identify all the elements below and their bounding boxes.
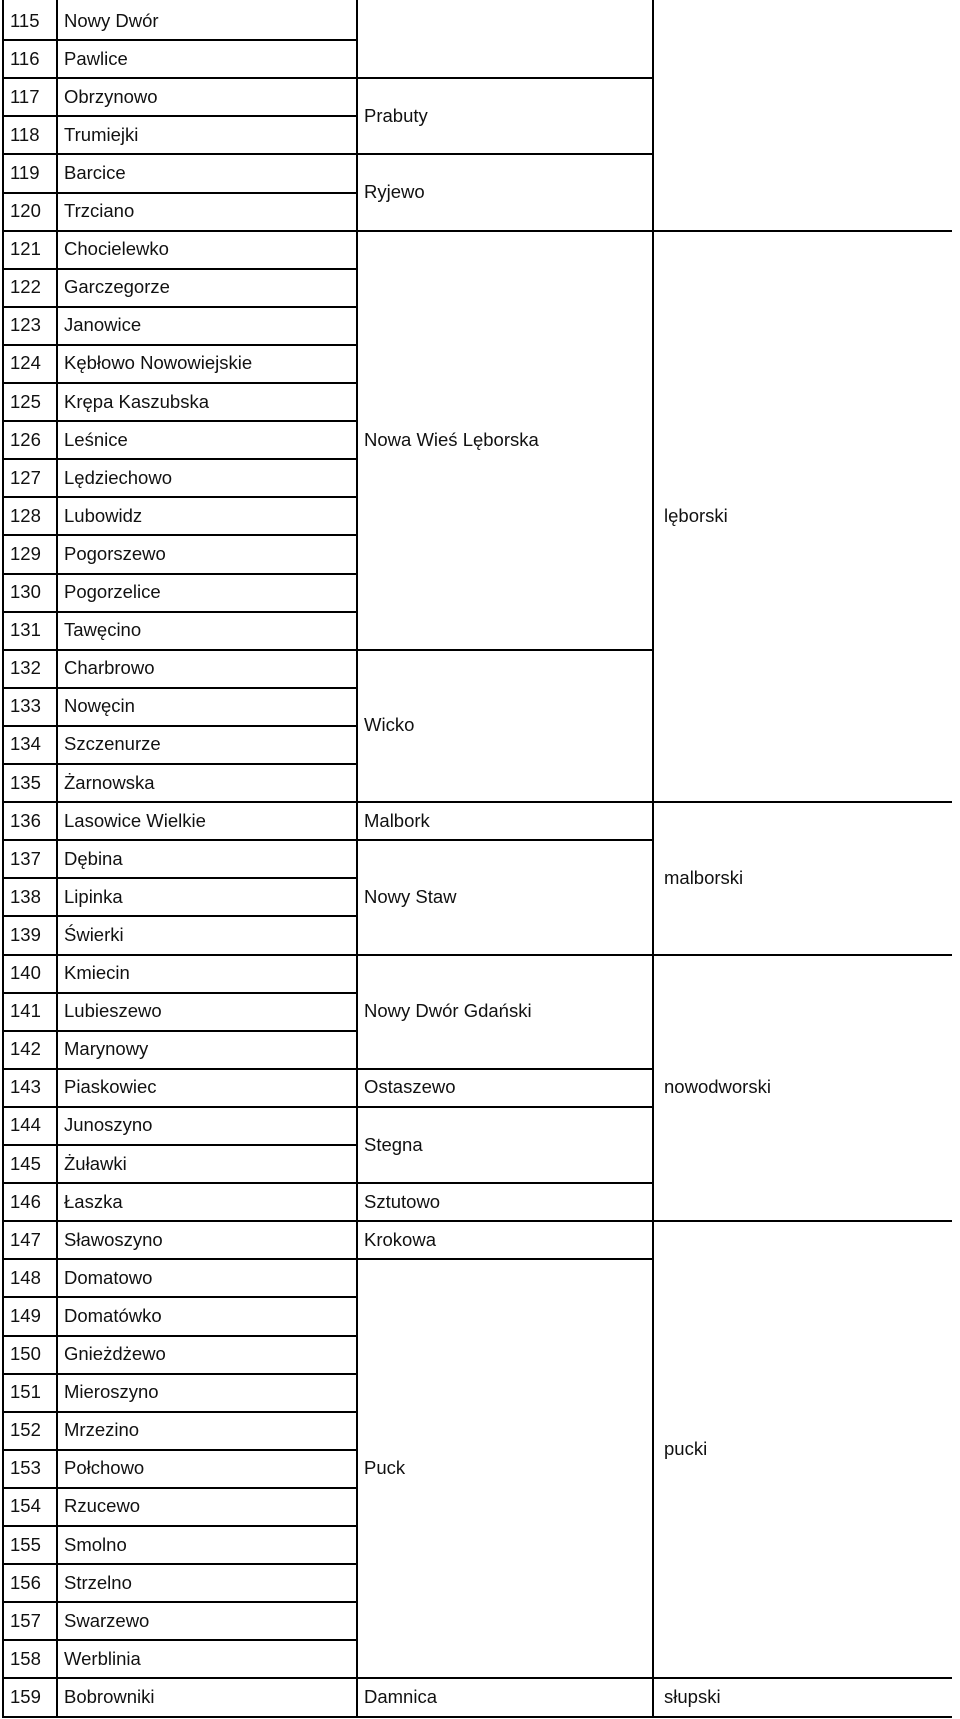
locality-name: Janowice <box>64 314 142 336</box>
gmina-rule <box>356 77 652 79</box>
row-number: 120 <box>10 200 41 222</box>
row-rule <box>2 268 356 270</box>
row-number: 155 <box>10 1533 41 1555</box>
row-rule <box>2 992 356 994</box>
row-rule <box>2 1563 356 1565</box>
locality-name: Smolno <box>64 1533 127 1555</box>
row-rule <box>2 382 356 384</box>
row-rule <box>2 1220 356 1222</box>
row-number: 117 <box>10 85 40 107</box>
row-number: 122 <box>10 276 41 298</box>
row-rule <box>2 1677 356 1679</box>
gmina-rule <box>356 1106 652 1108</box>
row-rule <box>2 1525 356 1527</box>
gmina-rule <box>356 1182 652 1184</box>
gmina-rule <box>356 1068 652 1070</box>
row-number: 127 <box>10 466 41 488</box>
powiat-name: nowodworski <box>664 1076 771 1098</box>
row-rule <box>2 1030 356 1032</box>
row-number: 125 <box>10 390 41 412</box>
column-rule <box>652 0 654 1718</box>
row-rule <box>2 1182 356 1184</box>
row-number: 150 <box>10 1343 41 1365</box>
row-number: 134 <box>10 733 41 755</box>
row-number: 141 <box>10 1000 41 1022</box>
locality-name: Barcice <box>64 161 126 183</box>
row-rule <box>2 115 356 117</box>
locality-name: Lubowidz <box>64 504 143 526</box>
locality-name: Nowy Dwór <box>64 9 159 31</box>
row-rule <box>2 611 356 613</box>
row-rule <box>2 1639 356 1641</box>
gmina-rule <box>356 1677 652 1679</box>
locality-name: Kmiecin <box>64 962 130 984</box>
row-rule <box>2 1296 356 1298</box>
row-rule <box>2 344 356 346</box>
locality-name: Charbrowo <box>64 657 155 679</box>
locality-name: Szczenurze <box>64 733 161 755</box>
gmina-rule <box>356 1220 652 1222</box>
gmina-name: Malbork <box>364 809 430 831</box>
locality-name: Żarnowska <box>64 771 155 793</box>
row-number: 116 <box>10 47 40 69</box>
powiat-rule <box>652 954 952 956</box>
gmina-rule <box>356 1716 652 1718</box>
locality-name: Lędziechowo <box>64 466 172 488</box>
row-rule <box>2 1411 356 1413</box>
row-rule <box>2 77 356 79</box>
row-number: 119 <box>10 161 40 183</box>
row-rule <box>2 458 356 460</box>
gmina-name: Krokowa <box>364 1228 436 1250</box>
gmina-name: Wicko <box>364 714 415 736</box>
locality-name: Piaskowiec <box>64 1076 157 1098</box>
row-rule <box>2 573 356 575</box>
powiat-name: lęborski <box>664 504 728 526</box>
locality-name: Dębina <box>64 847 123 869</box>
row-number: 133 <box>10 695 41 717</box>
locality-name: Marynowy <box>64 1038 149 1060</box>
gmina-rule <box>356 954 652 956</box>
row-rule <box>2 687 356 689</box>
row-number: 135 <box>10 771 41 793</box>
gmina-name: Ostaszewo <box>364 1076 456 1098</box>
row-rule <box>2 1335 356 1337</box>
row-number: 147 <box>10 1228 41 1250</box>
gmina-name: Stegna <box>364 1133 423 1155</box>
row-rule <box>2 306 356 308</box>
locality-name: Mrzezino <box>64 1419 140 1441</box>
row-rule <box>2 763 356 765</box>
row-rule <box>2 39 356 41</box>
row-number: 152 <box>10 1419 41 1441</box>
row-number: 121 <box>10 238 41 260</box>
powiat-rule <box>652 1677 952 1679</box>
locality-name: Pawlice <box>64 47 128 69</box>
powiat-name: malborski <box>664 866 744 888</box>
row-number: 148 <box>10 1266 41 1288</box>
row-rule <box>2 1068 356 1070</box>
locality-name: Domatówko <box>64 1304 162 1326</box>
gmina-name: Nowy Staw <box>364 885 457 907</box>
row-number: 144 <box>10 1114 41 1136</box>
row-number: 139 <box>10 923 41 945</box>
row-number: 146 <box>10 1190 41 1212</box>
locality-name: Tawęcino <box>64 619 142 641</box>
powiat-name: słupski <box>664 1685 721 1707</box>
row-number: 136 <box>10 809 41 831</box>
row-number: 157 <box>10 1609 41 1631</box>
row-rule <box>2 1601 356 1603</box>
gmina-rule <box>356 801 652 803</box>
row-number: 156 <box>10 1571 41 1593</box>
powiat-rule <box>652 801 952 803</box>
row-number: 143 <box>10 1076 41 1098</box>
locality-name: Garczegorze <box>64 276 170 298</box>
row-number: 126 <box>10 428 41 450</box>
locality-name: Swarzewo <box>64 1609 150 1631</box>
row-rule <box>2 1487 356 1489</box>
gmina-rule <box>356 649 652 651</box>
locality-name: Pogorszewo <box>64 542 166 564</box>
locality-name: Świerki <box>64 923 124 945</box>
locality-name: Lipinka <box>64 885 123 907</box>
row-rule <box>2 1373 356 1375</box>
row-number: 138 <box>10 885 41 907</box>
locality-name: Obrzynowo <box>64 85 158 107</box>
row-rule <box>2 496 356 498</box>
locality-name: Sławoszyno <box>64 1228 163 1250</box>
row-rule <box>2 192 356 194</box>
row-rule <box>2 534 356 536</box>
row-rule <box>2 230 356 232</box>
locality-name: Kębłowo Nowowiejskie <box>64 352 253 374</box>
gmina-name: Nowa Wieś Lęborska <box>364 428 539 450</box>
row-rule <box>2 954 356 956</box>
row-number: 159 <box>10 1685 41 1707</box>
row-number: 151 <box>10 1381 41 1403</box>
row-number: 153 <box>10 1457 41 1479</box>
locality-name: Pogorzelice <box>64 581 161 603</box>
row-number: 130 <box>10 581 41 603</box>
locality-name: Łaszka <box>64 1190 123 1212</box>
row-number: 129 <box>10 542 41 564</box>
locality-name: Bobrowniki <box>64 1685 155 1707</box>
gmina-name: Damnica <box>364 1685 437 1707</box>
row-number: 131 <box>10 619 41 641</box>
locality-name: Domatowo <box>64 1266 153 1288</box>
row-rule <box>2 153 356 155</box>
row-rule <box>2 1258 356 1260</box>
locality-name: Chocielewko <box>64 238 169 260</box>
gmina-rule <box>356 230 652 232</box>
row-rule <box>2 877 356 879</box>
locality-name: Lasowice Wielkie <box>64 809 206 831</box>
row-number: 115 <box>10 9 40 31</box>
gmina-name: Sztutowo <box>364 1190 441 1212</box>
row-number: 118 <box>10 123 40 145</box>
powiat-rule <box>652 1220 952 1222</box>
row-rule <box>2 649 356 651</box>
locality-name: Rzucewo <box>64 1495 141 1517</box>
row-rule <box>2 1106 356 1108</box>
row-number: 123 <box>10 314 41 336</box>
powiat-rule <box>652 1716 952 1718</box>
row-number: 128 <box>10 504 41 526</box>
row-number: 145 <box>10 1152 41 1174</box>
locality-name: Trzciano <box>64 200 135 222</box>
gmina-rule <box>356 839 652 841</box>
row-rule <box>2 1449 356 1451</box>
locality-name: Żuławki <box>64 1152 127 1174</box>
row-number: 132 <box>10 657 41 679</box>
powiat-name: pucki <box>664 1438 708 1460</box>
row-rule <box>2 801 356 803</box>
locality-name: Werblinia <box>64 1647 141 1669</box>
locality-name: Junoszyno <box>64 1114 153 1136</box>
locality-name: Połchowo <box>64 1457 145 1479</box>
locality-name: Leśnice <box>64 428 128 450</box>
gmina-name: Prabuty <box>364 104 428 126</box>
row-number: 140 <box>10 962 41 984</box>
row-rule <box>2 839 356 841</box>
gmina-rule <box>356 153 652 155</box>
gmina-name: Ryjewo <box>364 181 425 202</box>
gmina-name: Nowy Dwór Gdański <box>364 1000 532 1022</box>
row-number: 124 <box>10 352 41 374</box>
gmina-rule <box>356 1258 652 1260</box>
row-rule <box>2 915 356 917</box>
row-number: 149 <box>10 1304 41 1326</box>
row-rule <box>2 725 356 727</box>
row-number: 137 <box>10 847 41 869</box>
locality-name: Trumiejki <box>64 123 139 145</box>
locality-name: Gnieżdżewo <box>64 1343 166 1365</box>
gmina-name: Puck <box>364 1457 406 1479</box>
row-rule <box>2 1716 356 1718</box>
powiat-rule <box>652 230 952 232</box>
row-rule <box>2 1144 356 1146</box>
locality-name: Mieroszyno <box>64 1381 159 1403</box>
locality-name: Nowęcin <box>64 695 135 717</box>
row-number: 154 <box>10 1495 41 1517</box>
locality-name: Lubieszewo <box>64 1000 162 1022</box>
row-number: 142 <box>10 1038 41 1060</box>
row-number: 158 <box>10 1647 41 1669</box>
locality-name: Krępa Kaszubska <box>64 390 210 412</box>
locality-name: Strzelno <box>64 1571 132 1593</box>
row-rule <box>2 420 356 422</box>
